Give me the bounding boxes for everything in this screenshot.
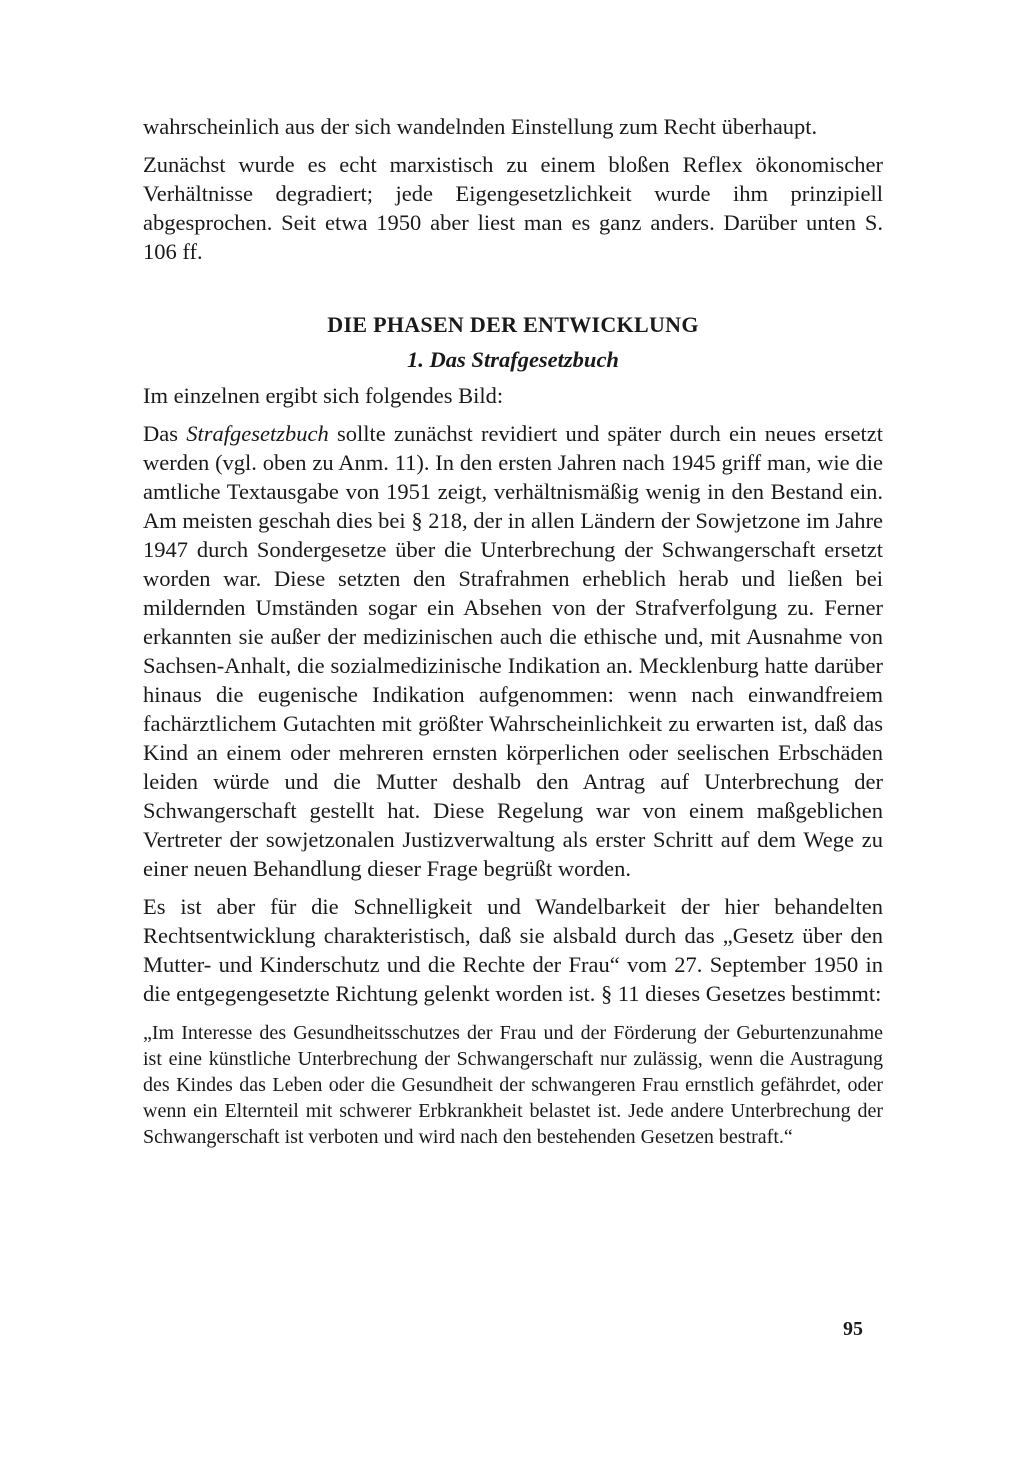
body-paragraph-1-rest: sollte zunächst revidiert und später durch ein neues ersetzt werden (vgl. oben zu Anm. 11). In den ersten Jahren nach 1945 griff man, wie die amtliche Textausgabe von 1951 zeigt, verhältnismäßig wenig in den Bestand ein. Am meisten geschah dies bei § 218, der in allen Ländern der Sowjetzone im Jahre 1947 durch Sondergesetze über die Unterbrechung der Schwangerschaft ersetzt worden war. Diese setzten den Strafrahmen erheblich herab und ließen bei mildernden Umständen sogar ein Absehen von der Strafverfolgung zu. Ferner erkannten sie außer der medizinischen auch die ethische und, mit Ausnahme von Sachsen-Anhalt, die sozialmedizinische Indikation an. Mecklenburg hatte darüber hinaus die eugenische Indikation aufgenommen: wenn nach einwandfreiem fachärztlichem Gutachten mit größter Wahrscheinlichkeit zu erwarten ist, daß das Kind an einem oder mehreren ernsten körperlichen oder seelischen Erbschäden leiden würde und die Mutter deshalb den Antrag auf Unterbrechung der Schwangerschaft gestellt hat. Diese Regelung war von einem maßgeblichen Vertreter der sowjetzonalen Justizverwaltung als erster Schritt auf dem Wege zu einer neuen Behandlung dieser Frage begrüßt worden. <box>143 421 883 881</box>
lead-paragraph: Im einzelnen ergibt sich folgendes Bild: <box>143 383 504 408</box>
page-number: 95 <box>843 1318 863 1340</box>
section-subheading: 1. Das Strafgesetzbuch <box>407 347 619 372</box>
body-paragraph-1-prefix: Das <box>143 421 187 446</box>
body-paragraph-1-italic: Strafgesetzbuch <box>186 421 329 446</box>
body-paragraph-2: Es ist aber für die Schnelligkeit und Wandelbarkeit der hier behandelten Rechtsentwicklung charakteristisch, daß sie alsbald durch das „Gesetz über den Mutter- und Kinderschutz und die Rechte der Frau“ vom 27. September 1950 in die entgegengesetzte Richtung gelenkt worden ist. § 11 dieses Gesetzes bestimmt: <box>143 894 883 1006</box>
intro-paragraph-2: Zunächst wurde es echt marxistisch zu einem bloßen Reflex ökonomischer Verhältnisse degradiert; jede Eigengesetzlichkeit wurde ihm prinzipiell abgesprochen. Seit etwa 1950 aber liest man es ganz anders. Darüber unten S. 106 ff. <box>143 152 883 264</box>
law-quote: „Im Interesse des Gesundheitsschutzes der Frau und der Förderung der Geburtenzunahme ist eine künstliche Unterbrechung der Schwangerschaft nur zulässig, wenn die Austragung des Kindes das Leben oder die Gesundheit der schwangeren Frau ernstlich gefährdet, oder wenn ein Elternteil mit schwerer Erbkrankheit belastet ist. Jede andere Unterbrechung der Schwangerschaft ist verboten und wird nach den bestehenden Gesetzen bestraft.“ <box>143 1022 883 1148</box>
body-paragraph-1 <box>143 419 883 883</box>
section-heading: DIE PHASEN DER ENTWICKLUNG <box>327 312 699 337</box>
intro-paragraph-1: wahrscheinlich aus der sich wandelnden Einstellung zum Recht überhaupt. <box>143 114 818 139</box>
page-body <box>143 112 883 1150</box>
